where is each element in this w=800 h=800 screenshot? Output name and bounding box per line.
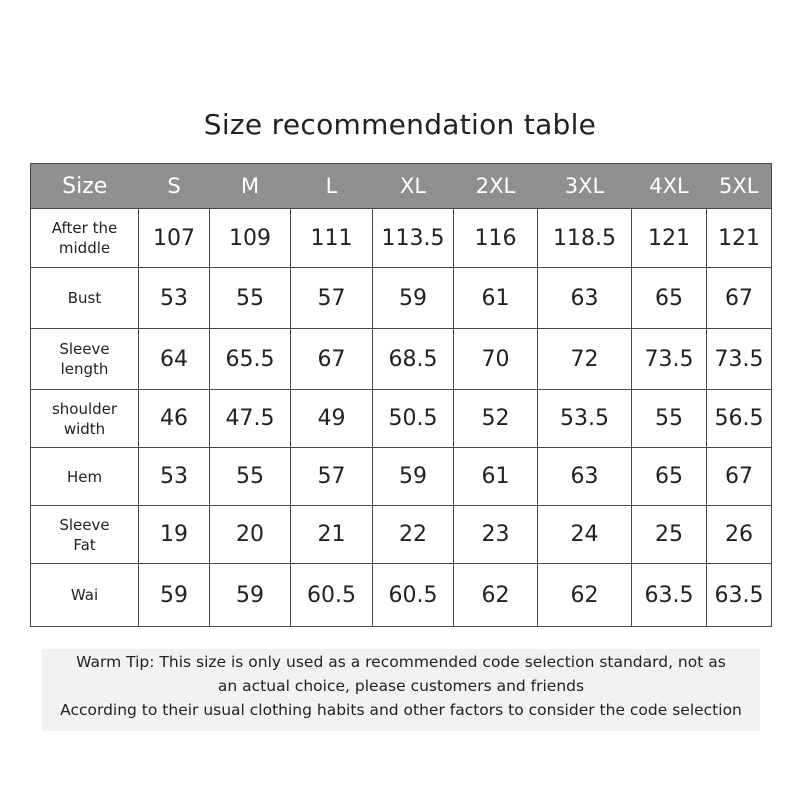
header-size-5xl: 5XL (707, 164, 772, 209)
table-cell: 55 (210, 448, 291, 506)
table-cell: 60.5 (373, 564, 454, 627)
table-header-row (31, 164, 772, 209)
row-label (31, 564, 139, 627)
row-label-line: Sleeve (59, 340, 110, 358)
table-cell: 62 (538, 564, 632, 627)
table-cell: 22 (373, 506, 454, 564)
table-cell: 23 (454, 506, 538, 564)
table-cell: 26 (707, 506, 772, 564)
table-cell: 73.5 (632, 329, 707, 390)
table-cell: 107 (139, 209, 210, 268)
table-row (31, 329, 772, 390)
table-cell: 46 (139, 390, 210, 448)
table-cell: 47.5 (210, 390, 291, 448)
table-cell: 55 (210, 268, 291, 329)
table-cell: 52 (454, 390, 538, 448)
header-size-3xl: 3XL (538, 164, 632, 209)
row-label-line: width (63, 419, 106, 438)
row-label-line: Bust (67, 289, 102, 307)
tip-line: Warm Tip: This size is only used as a recommended code selection standard, not as (76, 653, 726, 671)
table-cell: 53.5 (538, 390, 632, 448)
row-label-line: Wai (70, 586, 99, 604)
table-cell: 21 (291, 506, 373, 564)
row-label (31, 209, 139, 268)
size-table (30, 163, 772, 627)
table-cell: 113.5 (373, 209, 454, 268)
table-cell: 73.5 (707, 329, 772, 390)
table-cell: 57 (291, 268, 373, 329)
table-cell: 63.5 (707, 564, 772, 627)
table-cell: 67 (707, 268, 772, 329)
table-cell: 57 (291, 448, 373, 506)
table-cell: 59 (373, 268, 454, 329)
row-label-line: After the (51, 219, 118, 237)
table-cell: 59 (139, 564, 210, 627)
table-row (31, 506, 772, 564)
table-cell: 121 (632, 209, 707, 268)
table-cell: 61 (454, 268, 538, 329)
header-size-l: L (291, 164, 373, 209)
page-title: Size recommendation table (203, 108, 597, 141)
table-cell: 111 (291, 209, 373, 268)
table-cell: 67 (707, 448, 772, 506)
tip-line: According to their usual clothing habits and other factors to consider the code selection (60, 701, 742, 719)
table-cell: 24 (538, 506, 632, 564)
table-row (31, 448, 772, 506)
table-row (31, 268, 772, 329)
table-cell: 65 (632, 448, 707, 506)
row-label (31, 390, 139, 448)
table-cell: 118.5 (538, 209, 632, 268)
table-cell: 67 (291, 329, 373, 390)
table-cell: 65 (632, 268, 707, 329)
row-label-line: Sleeve (59, 515, 110, 534)
table-cell: 116 (454, 209, 538, 268)
table-cell: 109 (210, 209, 291, 268)
table-cell: 53 (139, 448, 210, 506)
table-cell: 63 (538, 268, 632, 329)
table-cell: 63.5 (632, 564, 707, 627)
tip-line: an actual choice, please customers and friends (217, 677, 585, 695)
table-row (31, 390, 772, 448)
table-cell: 53 (139, 268, 210, 329)
table-cell: 72 (538, 329, 632, 390)
header-size-2xl: 2XL (454, 164, 538, 209)
header-size-label: Size (31, 164, 139, 209)
table-cell: 59 (373, 448, 454, 506)
table-row (31, 209, 772, 268)
row-label-line: Hem (66, 467, 103, 486)
header-size-s: S (139, 164, 210, 209)
row-label (31, 268, 139, 329)
row-label-line: middle (58, 239, 111, 257)
table-cell: 70 (454, 329, 538, 390)
table-cell: 63 (538, 448, 632, 506)
table-cell: 64 (139, 329, 210, 390)
header-size-m: M (210, 164, 291, 209)
table-cell: 20 (210, 506, 291, 564)
row-label-line: length (60, 360, 109, 378)
table-cell: 61 (454, 448, 538, 506)
table-cell: 65.5 (210, 329, 291, 390)
row-label (31, 506, 139, 564)
table-cell: 49 (291, 390, 373, 448)
table-cell: 62 (454, 564, 538, 627)
table-cell: 25 (632, 506, 707, 564)
table-cell: 60.5 (291, 564, 373, 627)
table-cell: 19 (139, 506, 210, 564)
table-cell: 55 (632, 390, 707, 448)
row-label (31, 448, 139, 506)
header-size-4xl: 4XL (632, 164, 707, 209)
table-row (31, 564, 772, 627)
table-cell: 68.5 (373, 329, 454, 390)
row-label-line: shoulder (51, 399, 118, 418)
table-cell: 50.5 (373, 390, 454, 448)
warm-tip-box (42, 649, 760, 731)
table-cell: 121 (707, 209, 772, 268)
table-cell: 56.5 (707, 390, 772, 448)
header-size-xl: XL (373, 164, 454, 209)
row-label (31, 329, 139, 390)
row-label-line: Fat (73, 535, 96, 554)
table-cell: 59 (210, 564, 291, 627)
